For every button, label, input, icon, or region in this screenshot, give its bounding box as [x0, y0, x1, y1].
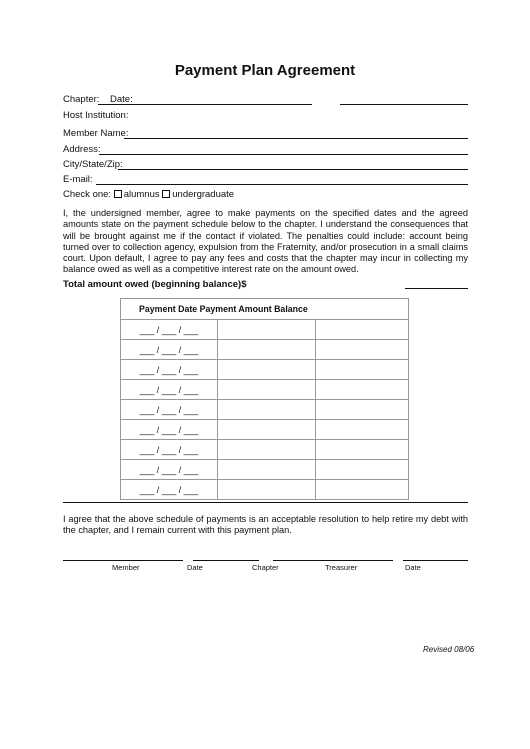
host-institution-label: Host Institution:: [63, 110, 129, 121]
date-caption-2: Date: [405, 563, 421, 572]
treasurer-caption: Treasurer: [325, 563, 358, 572]
chapter-caption: Chapter: [252, 563, 279, 572]
undergraduate-label: undergraduate: [172, 189, 235, 200]
total-owed-label: Total amount owed (beginning balance)$: [63, 279, 247, 290]
check-one-label: Check one:: [63, 189, 112, 200]
member-date-line[interactable]: [193, 560, 259, 561]
payment-date-cell[interactable]: ___ / ___ / ___: [121, 360, 218, 380]
table-row: [121, 360, 409, 380]
schedule-header: Payment Date Payment Amount Balance: [121, 299, 409, 320]
table-row: [121, 420, 409, 440]
payment-amount-cell[interactable]: [218, 380, 316, 400]
chapter-label: Chapter:: [63, 94, 100, 105]
payment-date-cell[interactable]: ___ / ___ / ___: [121, 420, 218, 440]
schedule-header-row: [121, 299, 409, 320]
balance-cell[interactable]: [316, 380, 409, 400]
table-row: [121, 380, 409, 400]
member-name-field[interactable]: [124, 138, 468, 139]
balance-cell[interactable]: [316, 420, 409, 440]
balance-cell[interactable]: [316, 480, 409, 500]
check-one-row: [63, 189, 234, 200]
total-owed-field[interactable]: [405, 288, 468, 289]
chapter-field[interactable]: [132, 104, 312, 105]
email-field[interactable]: [96, 184, 468, 185]
address-field[interactable]: [99, 154, 468, 155]
payment-date-cell[interactable]: ___ / ___ / ___: [121, 400, 218, 420]
balance-cell[interactable]: [316, 360, 409, 380]
payment-date-cell[interactable]: ___ / ___ / ___: [121, 340, 218, 360]
payment-amount-cell[interactable]: [218, 420, 316, 440]
table-row: [121, 480, 409, 500]
treasurer-date-line[interactable]: [403, 560, 468, 561]
chapter-underline: [98, 104, 132, 105]
payment-date-cell[interactable]: ___ / ___ / ___: [121, 460, 218, 480]
table-row: [121, 460, 409, 480]
table-row: [121, 400, 409, 420]
undergraduate-checkbox[interactable]: [162, 190, 170, 198]
payment-amount-cell[interactable]: [218, 320, 316, 340]
payment-amount-cell[interactable]: [218, 400, 316, 420]
payment-amount-cell[interactable]: [218, 460, 316, 480]
payment-date-cell[interactable]: ___ / ___ / ___: [121, 320, 218, 340]
acknowledgement-paragraph: I agree that the above schedule of payments is an acceptable resolution to help retire my debt with the chapter, and I remain current with this payment plan.: [63, 514, 468, 536]
payment-date-cell[interactable]: ___ / ___ / ___: [121, 380, 218, 400]
table-row: [121, 340, 409, 360]
member-name-label: Member Name:: [63, 128, 129, 139]
balance-cell[interactable]: [316, 400, 409, 420]
address-label: Address:: [63, 144, 101, 155]
balance-cell[interactable]: [316, 440, 409, 460]
date-field[interactable]: [340, 104, 468, 105]
city-state-zip-label: City/State/Zip:: [63, 159, 123, 170]
payment-amount-cell[interactable]: [218, 360, 316, 380]
table-row: [121, 320, 409, 340]
balance-cell[interactable]: [316, 320, 409, 340]
balance-cell[interactable]: [316, 340, 409, 360]
alumnus-label: alumnus: [123, 189, 160, 200]
agreement-paragraph: I, the undersigned member, agree to make payments on the specified dates and the agreed amounts state on the payment schedule below to the chapter. I understand the consequences that will be brought against me if the contact if violated. The penalties could include: account being turned over to collection agency, expulsion from the Fraternity, and/or prosecution in a small claims court. Upon default, I agree to pay any fees and costs that the chapter may incur in collecting my balance owed as well as a competitive interest rate on the amount owed.: [63, 208, 468, 275]
payment-schedule-table: [120, 298, 409, 500]
table-row: [121, 440, 409, 460]
member-caption: Member: [112, 563, 140, 572]
divider: [63, 502, 468, 503]
payment-amount-cell[interactable]: [218, 340, 316, 360]
date-caption-1: Date: [187, 563, 203, 572]
payment-amount-cell[interactable]: [218, 440, 316, 460]
payment-date-cell[interactable]: ___ / ___ / ___: [121, 480, 218, 500]
date-label: Date:: [110, 94, 133, 105]
payment-date-cell[interactable]: ___ / ___ / ___: [121, 440, 218, 460]
alumnus-checkbox[interactable]: [114, 190, 122, 198]
revision-note: Revised 08/06: [423, 645, 475, 654]
member-signature-line[interactable]: [63, 560, 183, 561]
email-label: E-mail:: [63, 174, 93, 185]
payment-amount-cell[interactable]: [218, 480, 316, 500]
balance-cell[interactable]: [316, 460, 409, 480]
page-title: Payment Plan Agreement: [174, 62, 356, 79]
treasurer-signature-line[interactable]: [273, 560, 393, 561]
city-state-zip-field[interactable]: [118, 169, 468, 170]
